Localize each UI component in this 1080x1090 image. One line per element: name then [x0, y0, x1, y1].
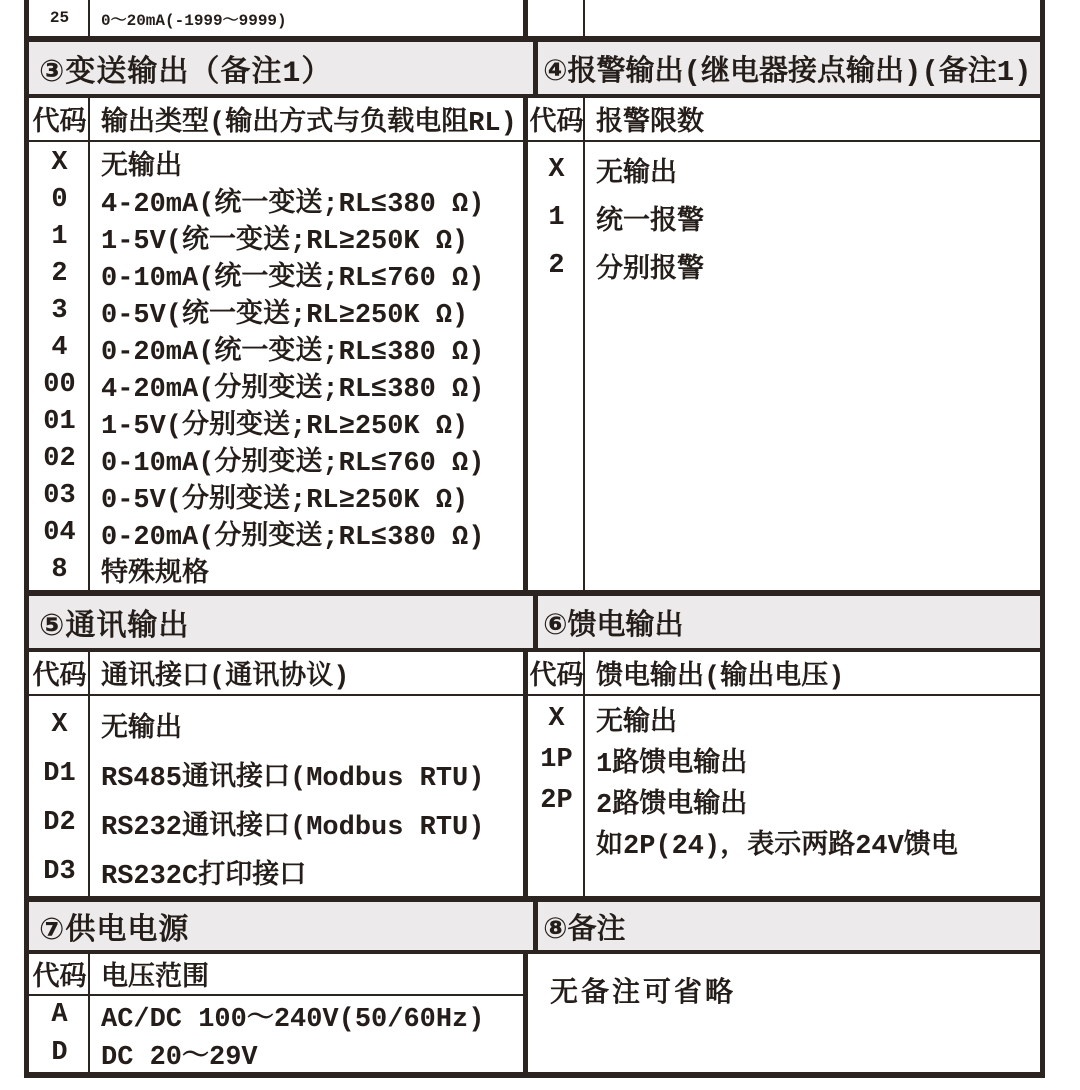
section-7-title: ⑦供电电源 [39, 914, 190, 949]
section-8-title: ⑧备注 [533, 902, 1040, 950]
table-row [528, 698, 1040, 739]
table-row [29, 218, 523, 255]
section-5-title: ⑤通讯输出 [39, 610, 190, 645]
section-3-rows [29, 142, 523, 588]
desc-cell: 1-5V(统一变送;RL≥250K Ω) [101, 226, 469, 257]
section-4-table [523, 98, 1040, 590]
desc-cell: 0-5V(统一变送;RL≥250K Ω) [101, 300, 469, 331]
section-4-title: ④报警输出(继电器接点输出)(备注1) [533, 42, 1040, 94]
table-row [29, 255, 523, 292]
desc-cell: 无输出 [101, 152, 182, 183]
table-row [528, 194, 1040, 242]
ordering-code-table [24, 0, 1045, 1078]
column-divider [88, 0, 90, 36]
code-cell: 00 [43, 369, 76, 400]
table-row [528, 739, 1040, 780]
code-cell: X [548, 703, 565, 734]
code-cell: 03 [43, 480, 76, 511]
code-cell: X [51, 709, 68, 740]
section-band-3-4 [29, 42, 1040, 98]
section-6-table [523, 652, 1040, 896]
code-column-header: 代码 [529, 663, 584, 693]
code-cell: D2 [43, 807, 76, 838]
table-row [29, 440, 523, 477]
desc-cell: RS232C打印接口 [101, 861, 307, 892]
code-cell: X [51, 147, 68, 178]
section-band-7-8 [29, 902, 1040, 954]
section-6-header-row [528, 652, 1040, 696]
section-body-3-4 [29, 98, 1040, 596]
section-5-table [29, 652, 523, 896]
code-cell: 02 [43, 443, 76, 474]
table-row [528, 821, 1040, 862]
code-cell: D3 [43, 856, 76, 887]
section-4-header-row [528, 98, 1040, 142]
code-cell: 4 [51, 332, 68, 363]
table-row [29, 403, 523, 440]
desc-column-header: 报警限数 [596, 109, 704, 139]
code-column-header: 代码 [32, 663, 87, 693]
desc-cell: AC/DC 100～240V(50/60Hz) [101, 1005, 485, 1035]
table-row [528, 146, 1040, 194]
desc-cell: RS485通讯接口(Modbus RTU) [101, 763, 485, 794]
code-cell: D [51, 1038, 68, 1068]
table-row [29, 551, 523, 588]
section-3-title: ③变送输出（备注1） [39, 56, 333, 91]
column-divider [583, 652, 585, 896]
desc-cell: 统一报警 [596, 208, 704, 238]
desc-cell: 0-5V(分别变送;RL≥250K Ω) [101, 485, 469, 516]
desc-cell: 1-5V(分别变送;RL≥250K Ω) [101, 411, 469, 442]
desc-cell: 0-20mA(统一变送;RL≤380 Ω) [101, 337, 485, 368]
table-row [29, 292, 523, 329]
table-row [528, 242, 1040, 290]
partial-left-half [29, 0, 523, 36]
desc-cell: 如2P(24)，表示两路24V馈电 [596, 831, 958, 862]
code-column-header: 代码 [529, 109, 584, 139]
desc-cell: 0-10mA(统一变送;RL≤760 Ω) [101, 263, 485, 294]
section-6-title: ⑥馈电输出 [533, 596, 1040, 648]
desc-cell: DC 20～29V [101, 1043, 258, 1072]
code-cell: 04 [43, 517, 76, 548]
desc-cell: 2路馈电输出 [596, 790, 748, 821]
table-row [29, 181, 523, 218]
table-row [29, 847, 523, 896]
table-row-partial [29, 0, 1040, 42]
desc-cell: RS232通讯接口(Modbus RTU) [101, 812, 485, 843]
desc-cell: 无输出 [101, 714, 182, 745]
table-row [29, 514, 523, 551]
table-row [29, 798, 523, 847]
desc-cell: 0-10mA(分别变送;RL≤760 Ω) [101, 448, 485, 479]
column-divider [88, 652, 90, 896]
code-cell: 0 [51, 184, 68, 215]
table-row [29, 477, 523, 514]
column-divider [583, 98, 585, 590]
code-cell: 01 [43, 406, 76, 437]
table-row [29, 366, 523, 403]
table-row [29, 1034, 523, 1072]
desc-cell: 分别报警 [596, 256, 704, 286]
partial-right-half [523, 0, 1040, 36]
column-divider [88, 954, 90, 1072]
section-8-cell [523, 954, 1040, 1072]
code-column-header: 代码 [32, 964, 87, 994]
desc-cell: 4-20mA(统一变送;RL≤380 Ω) [101, 189, 485, 220]
code-cell: 1 [51, 221, 68, 252]
desc-cell: 1路馈电输出 [596, 749, 748, 780]
code-cell: 1 [548, 203, 565, 233]
code-cell: A [51, 1000, 68, 1030]
section-4-rows [528, 142, 1040, 590]
desc-column-header: 通讯接口(通讯协议) [101, 663, 350, 693]
desc-column-header: 馈电输出(输出电压) [596, 663, 845, 693]
section-7-rows [29, 996, 523, 1072]
section-6-rows [528, 696, 1040, 894]
section-5-rows [29, 696, 523, 896]
section-7-header-row [29, 954, 523, 996]
section-band-5-6 [29, 596, 1040, 652]
table-row [29, 144, 523, 181]
code-cell: 2P [540, 785, 573, 816]
remark-note: 无备注可省略 [550, 979, 737, 1010]
column-divider [88, 98, 90, 590]
section-3-header-row [29, 98, 523, 142]
code-cell: 2 [548, 251, 565, 281]
code-cell: 2 [51, 258, 68, 289]
desc-cell: 特殊规格 [101, 559, 209, 588]
section-3-table [29, 98, 523, 590]
code-cell: D1 [43, 758, 76, 789]
table-row [29, 700, 523, 749]
table-row [29, 996, 523, 1034]
code-cell: X [548, 155, 565, 185]
code-cell: 1P [540, 744, 573, 775]
section-body-7-8 [29, 954, 1040, 1072]
section-7-table [29, 954, 523, 1072]
code-column-header: 代码 [32, 109, 87, 139]
desc-cell: 4-20mA(分别变送;RL≤380 Ω) [101, 374, 485, 405]
desc-cell: 0～20mA(-1999～9999) [101, 11, 287, 30]
desc-cell: 0-20mA(分别变送;RL≤380 Ω) [101, 522, 485, 553]
table-row [29, 749, 523, 798]
code-cell: 25 [49, 9, 70, 27]
desc-cell: 无输出 [596, 708, 677, 739]
code-cell: 8 [51, 554, 68, 585]
desc-column-header: 电压范围 [101, 964, 209, 994]
code-cell: 3 [51, 295, 68, 326]
column-divider [583, 0, 585, 36]
desc-cell: 无输出 [596, 160, 677, 190]
table-row [29, 329, 523, 366]
section-body-5-6 [29, 652, 1040, 902]
desc-column-header: 输出类型(输出方式与负载电阻RL) [101, 109, 517, 139]
table-row [528, 780, 1040, 821]
section-5-header-row [29, 652, 523, 696]
